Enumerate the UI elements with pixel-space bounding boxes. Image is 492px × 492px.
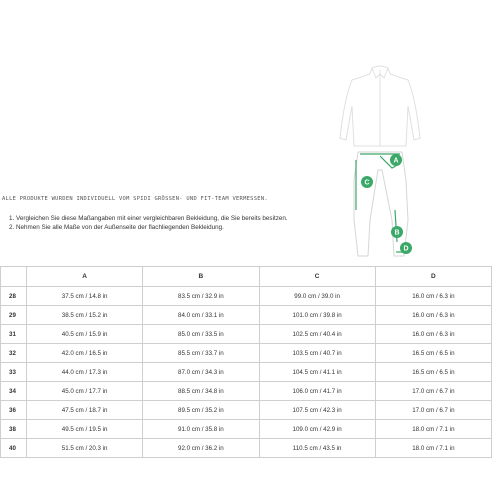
table-row (1, 363, 492, 382)
header-c: C (259, 267, 375, 287)
size-label: 31 (1, 325, 27, 344)
marker-c-icon (361, 176, 373, 188)
measure-cell: 109.0 cm / 42.9 in (259, 420, 375, 439)
svg-text:B: B (394, 229, 400, 237)
measure-cell: 49.5 cm / 19.5 in (27, 420, 143, 439)
header-b: B (143, 267, 259, 287)
table-row (1, 439, 492, 458)
instruction-1: 1. Vergleichen Sie diese Maßangaben mit einer vergleichbaren Bekleidung, die Sie bereits besitzen. (9, 215, 288, 222)
measure-cell: 83.5 cm / 32.9 in (143, 287, 259, 306)
measure-cell: 17.0 cm / 6.7 in (375, 401, 491, 420)
measure-cell: 40.5 cm / 15.9 in (27, 325, 143, 344)
table-row (1, 382, 492, 401)
table-row (1, 306, 492, 325)
measure-cell: 110.5 cm / 43.5 in (259, 439, 375, 458)
svg-text:C: C (364, 179, 370, 187)
measure-cell: 45.0 cm / 17.7 in (27, 382, 143, 401)
measure-cell: 42.0 cm / 16.5 in (27, 344, 143, 363)
measure-cell: 16.5 cm / 6.5 in (375, 363, 491, 382)
size-table (0, 266, 492, 458)
measure-cell: 106.0 cm / 41.7 in (259, 382, 375, 401)
measure-cell: 87.0 cm / 34.3 in (143, 363, 259, 382)
size-label: 38 (1, 420, 27, 439)
table-row (1, 344, 492, 363)
measure-cell: 107.5 cm / 42.3 in (259, 401, 375, 420)
jacket-outline (340, 66, 420, 146)
measure-cell: 38.5 cm / 15.2 in (27, 306, 143, 325)
size-label: 36 (1, 401, 27, 420)
measure-cell: 51.5 cm / 20.3 in (27, 439, 143, 458)
table-row (1, 287, 492, 306)
header-d: D (375, 267, 491, 287)
marker-b-icon (391, 226, 403, 238)
measure-cell: 92.0 cm / 36.2 in (143, 439, 259, 458)
table-row (1, 420, 492, 439)
measure-cell: 99.0 cm / 39.0 in (259, 287, 375, 306)
measure-cell: 44.0 cm / 17.3 in (27, 363, 143, 382)
instructions-list (9, 214, 288, 232)
size-label: 28 (1, 287, 27, 306)
measure-cell: 16.5 cm / 6.5 in (375, 344, 491, 363)
garment-figure (320, 60, 440, 260)
measure-cell: 47.5 cm / 18.7 in (27, 401, 143, 420)
measure-cell: 85.0 cm / 33.5 in (143, 325, 259, 344)
measure-cell: 18.0 cm / 7.1 in (375, 439, 491, 458)
measure-cell: 91.0 cm / 35.8 in (143, 420, 259, 439)
pants-outline (354, 152, 408, 256)
measure-cell: 85.5 cm / 33.7 in (143, 344, 259, 363)
measure-cell: 102.5 cm / 40.4 in (259, 325, 375, 344)
table-row (1, 325, 492, 344)
measure-cell: 18.0 cm / 7.1 in (375, 420, 491, 439)
instruction-2: 2. Nehmen Sie alle Maße von der Außenseite der flachliegenden Bekleidung. (9, 224, 224, 231)
svg-text:A: A (393, 157, 399, 165)
measure-cell: 16.0 cm / 6.3 in (375, 306, 491, 325)
measure-cell: 104.5 cm / 41.1 in (259, 363, 375, 382)
measure-cell: 37.5 cm / 14.8 in (27, 287, 143, 306)
measure-cell: 101.0 cm / 39.8 in (259, 306, 375, 325)
measure-cell: 103.5 cm / 40.7 in (259, 344, 375, 363)
measure-cell: 88.5 cm / 34.8 in (143, 382, 259, 401)
table-row (1, 401, 492, 420)
table-header-row (1, 267, 492, 287)
size-label: 34 (1, 382, 27, 401)
size-label: 40 (1, 439, 27, 458)
measure-cell: 84.0 cm / 33.1 in (143, 306, 259, 325)
size-label: 32 (1, 344, 27, 363)
size-label: 33 (1, 363, 27, 382)
header-a: A (27, 267, 143, 287)
marker-d-icon (400, 242, 412, 254)
svg-text:D: D (403, 245, 409, 253)
marker-a-icon (390, 154, 402, 166)
measure-cell: 89.5 cm / 35.2 in (143, 401, 259, 420)
measure-cell: 17.0 cm / 6.7 in (375, 382, 491, 401)
measure-cell: 16.0 cm / 6.3 in (375, 325, 491, 344)
measure-cell: 16.0 cm / 6.3 in (375, 287, 491, 306)
intro-text: ALLE PRODUKTE WURDEN INDIVIDUELL VOM SPIDI GRÖSSEN- UND FIT-TEAM VERMESSEN. (2, 196, 268, 202)
header-size (1, 267, 27, 287)
size-label: 29 (1, 306, 27, 325)
